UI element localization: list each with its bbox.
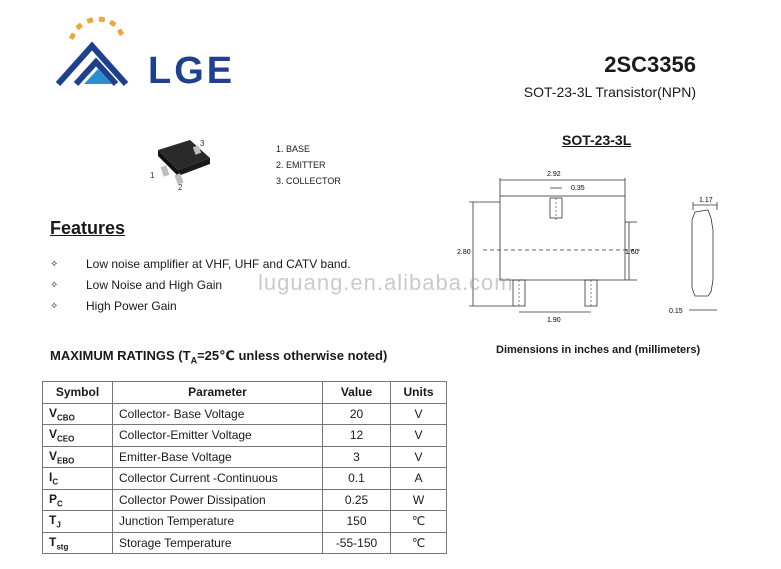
cell-parameter: Collector- Base Voltage xyxy=(113,403,323,425)
cell-symbol xyxy=(43,403,113,425)
pin-1-label: 1. BASE xyxy=(276,144,311,154)
header-value: Value xyxy=(323,382,391,404)
cell-parameter: Storage Temperature xyxy=(113,532,323,554)
logo-sun-dots xyxy=(69,17,124,41)
max-ratings-title-suffix: =25℃ unless otherwise noted) xyxy=(197,348,388,363)
cell-unit: ℃ xyxy=(391,532,447,554)
dimension-drawing xyxy=(455,162,735,330)
symbol-letter: T xyxy=(49,534,57,549)
cell-unit: W xyxy=(391,489,447,511)
cell-symbol xyxy=(43,511,113,533)
cell-parameter: Junction Temperature xyxy=(113,511,323,533)
cell-value: 0.1 xyxy=(323,468,391,490)
cell-symbol xyxy=(43,425,113,447)
dim-body-height: 1.60 xyxy=(625,249,639,256)
part-description: SOT-23-3L Transistor(NPN) xyxy=(523,84,696,100)
dimensions-caption: Dimensions in inches and (millimeters) xyxy=(496,344,701,356)
cell-parameter: Emitter-Base Voltage xyxy=(113,446,323,468)
feature-text: High Power Gain xyxy=(86,299,177,313)
dim-lead-width: 0.35 xyxy=(571,185,585,192)
dim-height: 2.80 xyxy=(457,249,471,256)
dim-thickness: 1.17 xyxy=(699,197,713,204)
package-heading: SOT-23-3L xyxy=(562,132,632,148)
header-parameter: Parameter xyxy=(113,382,323,404)
brand-name: LGE xyxy=(148,50,236,92)
cell-parameter: Collector-Emitter Voltage xyxy=(113,425,323,447)
cell-symbol xyxy=(43,532,113,554)
symbol-subscript: C xyxy=(52,477,59,487)
bullet-icon: ✧ xyxy=(50,301,59,312)
symbol-subscript: CEO xyxy=(57,434,75,444)
symbol-subscript: EBO xyxy=(57,455,75,465)
symbol-letter: V xyxy=(49,448,58,463)
dim-pitch: 1.90 xyxy=(547,317,561,324)
max-ratings-title xyxy=(50,348,387,366)
cell-unit: V xyxy=(391,446,447,468)
max-ratings-table xyxy=(42,381,447,554)
max-ratings-title-sub: A xyxy=(190,355,198,366)
dim-width: 2.92 xyxy=(547,171,561,178)
header-units: Units xyxy=(391,382,447,404)
symbol-letter: V xyxy=(49,405,58,420)
feature-text: Low noise amplifier at VHF, UHF and CATV band. xyxy=(86,257,351,271)
max-ratings-title-prefix: MAXIMUM RATINGS (T xyxy=(50,348,191,363)
cell-unit: ℃ xyxy=(391,511,447,533)
symbol-letter: P xyxy=(49,491,58,506)
cell-unit: V xyxy=(391,425,447,447)
cell-value: 12 xyxy=(323,425,391,447)
symbol-subscript: C xyxy=(57,498,63,508)
part-number: 2SC3356 xyxy=(604,52,696,77)
cell-parameter: Collector Power Dissipation xyxy=(113,489,323,511)
cell-parameter: Collector Current -Continuous xyxy=(113,468,323,490)
cell-unit: A xyxy=(391,468,447,490)
bullet-icon: ✧ xyxy=(50,280,59,291)
symbol-letter: I xyxy=(49,470,53,485)
symbol-letter: V xyxy=(49,427,58,442)
cell-value: 20 xyxy=(323,403,391,425)
table-row xyxy=(43,425,447,447)
pin-3-label: 3. COLLECTOR xyxy=(276,176,341,186)
bullet-icon: ✧ xyxy=(50,259,59,270)
package-body-outline xyxy=(500,196,625,280)
table-row xyxy=(43,446,447,468)
table-row xyxy=(43,511,447,533)
watermark: luguang.en.alibaba.com xyxy=(258,270,514,295)
table-row xyxy=(43,403,447,425)
symbol-subscript: CBO xyxy=(57,412,75,422)
pin-2-label: 2. EMITTER xyxy=(276,160,326,170)
table-row xyxy=(43,489,447,511)
pin-number-3: 3 xyxy=(200,139,205,148)
features-title: Features xyxy=(50,218,126,238)
symbol-letter: T xyxy=(49,513,57,528)
sot23-package-image xyxy=(146,132,226,192)
table-row xyxy=(43,468,447,490)
symbol-subscript: J xyxy=(56,520,61,530)
cell-symbol xyxy=(43,468,113,490)
cell-symbol xyxy=(43,446,113,468)
pin-number-2: 2 xyxy=(178,183,183,192)
pin-number-1: 1 xyxy=(150,171,155,180)
dim-lead-thickness: 0.15 xyxy=(669,308,683,315)
cell-unit: V xyxy=(391,403,447,425)
cell-value: 3 xyxy=(323,446,391,468)
symbol-subscript: stg xyxy=(56,541,69,551)
pin-list xyxy=(276,141,341,189)
feature-text: Low Noise and High Gain xyxy=(86,278,223,292)
cell-value: 150 xyxy=(323,511,391,533)
table-row xyxy=(43,532,447,554)
table-header-row xyxy=(43,382,447,404)
cell-symbol xyxy=(43,489,113,511)
cell-value: -55-150 xyxy=(323,532,391,554)
header-symbol: Symbol xyxy=(43,382,113,404)
cell-value: 0.25 xyxy=(323,489,391,511)
